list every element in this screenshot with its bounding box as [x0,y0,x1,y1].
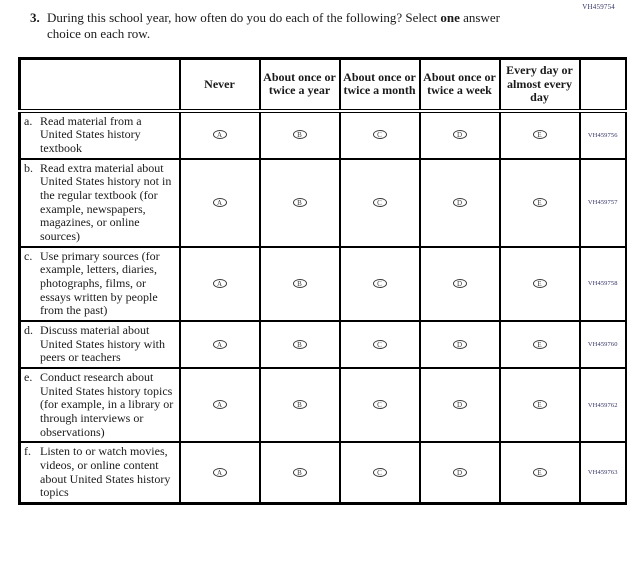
header-year: About once or twice a year [260,59,340,111]
question-text-bold: one [440,10,460,25]
option-cell [340,442,420,503]
option-cell [180,247,260,321]
option-cell [420,247,500,321]
option-cell [420,442,500,503]
option-cell [340,247,420,321]
table-row-d [20,321,627,368]
row-code: VH459763 [580,442,627,503]
row-code: VH459760 [580,321,627,368]
radio-d-daily[interactable] [533,340,547,349]
option-letter: D [456,198,463,207]
radio-e-never[interactable] [213,400,227,409]
option-cell [260,159,340,247]
radio-b-never[interactable] [213,198,227,207]
frequency-matrix-table [18,57,627,505]
option-cell [420,111,500,159]
option-letter: B [297,468,302,477]
option-cell [500,368,580,442]
option-cell [180,111,260,159]
row-letter: d. [24,323,33,338]
option-letter: E [537,468,542,477]
option-cell [260,368,340,442]
radio-e-week[interactable] [453,400,467,409]
option-letter: A [216,131,223,140]
question-text-part2: answer choice on each row. [47,10,500,42]
option-letter: E [537,198,542,207]
header-row [20,59,627,111]
option-cell [340,111,420,159]
radio-c-month[interactable] [373,279,387,288]
row-label-cell [20,442,180,503]
option-letter: B [297,198,302,207]
radio-b-week[interactable] [453,198,467,207]
radio-f-never[interactable] [213,468,227,477]
radio-c-year[interactable] [293,279,307,288]
option-letter: E [537,131,542,140]
radio-e-year[interactable] [293,400,307,409]
page-accession-code: VH459754 [582,3,615,11]
option-cell [420,321,500,368]
option-letter: B [297,401,302,410]
header-code-column [580,59,627,111]
radio-e-daily[interactable] [533,400,547,409]
option-cell [180,442,260,503]
option-letter: E [537,279,542,288]
option-cell [500,321,580,368]
radio-d-month[interactable] [373,340,387,349]
row-label-cell [20,368,180,442]
row-text: Read material from a United States history textbook [40,113,142,155]
radio-a-daily[interactable] [533,130,547,139]
option-cell [420,368,500,442]
option-letter: C [377,401,382,410]
option-letter: A [216,279,223,288]
option-cell [340,321,420,368]
option-letter: B [297,279,302,288]
radio-a-year[interactable] [293,130,307,139]
option-letter: D [456,131,463,140]
question-block [30,10,535,43]
row-code: VH459757 [580,159,627,247]
header-daily: Every day or almost every day [500,59,580,111]
option-cell [420,159,500,247]
row-label-cell [20,321,180,368]
option-letter: C [377,468,382,477]
radio-f-month[interactable] [373,468,387,477]
option-cell [340,159,420,247]
option-letter: C [377,131,382,140]
radio-b-month[interactable] [373,198,387,207]
radio-f-daily[interactable] [533,468,547,477]
radio-e-month[interactable] [373,400,387,409]
table-row-c [20,247,627,321]
option-cell [500,111,580,159]
row-code: VH459762 [580,368,627,442]
option-letter: A [216,401,223,410]
option-letter: C [377,198,382,207]
radio-c-daily[interactable] [533,279,547,288]
row-code: VH459758 [580,247,627,321]
radio-f-year[interactable] [293,468,307,477]
option-cell [500,247,580,321]
option-letter: D [456,401,463,410]
option-letter: A [216,340,223,349]
option-letter: D [456,340,463,349]
row-label-cell [20,247,180,321]
option-letter: C [377,279,382,288]
option-cell [180,159,260,247]
option-letter: A [216,468,223,477]
option-cell [340,368,420,442]
row-text: Discuss material about United States history with peers or teachers [40,323,165,365]
radio-f-week[interactable] [453,468,467,477]
row-letter: b. [24,160,33,175]
option-letter: B [297,340,302,349]
row-text: Conduct research about United States history topics (for example, in a library or through interviews or observations) [40,370,174,439]
radio-d-week[interactable] [453,340,467,349]
row-text: Use primary sources (for example, letters, diaries, photographs, films, or essays written by people from the past) [40,248,160,318]
row-text: Listen to or watch movies, videos, or online content about United States history topics [40,444,171,500]
radio-c-never[interactable] [213,279,227,288]
radio-a-never[interactable] [213,130,227,139]
option-cell [500,159,580,247]
row-letter: f. [24,444,31,459]
option-cell [180,321,260,368]
row-letter: c. [24,248,33,263]
header-month: About once or twice a month [340,59,420,111]
option-cell [500,442,580,503]
header-empty-corner [20,59,180,111]
option-cell [260,321,340,368]
row-label-cell [20,159,180,247]
row-code: VH459756 [580,111,627,159]
row-letter: e. [24,370,33,385]
option-cell [260,111,340,159]
row-letter: a. [24,113,33,128]
option-letter: E [537,401,542,410]
option-cell [260,442,340,503]
radio-a-month[interactable] [373,130,387,139]
option-letter: D [456,468,463,477]
question-text-part1: During this school year, how often do you do each of the following? Select [47,10,441,25]
radio-d-year[interactable] [293,340,307,349]
row-text: Read extra material about United States history not in the regular textbook (for example, newspapers, magazines, or online sources) [40,160,172,244]
option-cell [180,368,260,442]
table-row-b [20,159,627,247]
table-row-a [20,111,627,159]
table-row-e [20,368,627,442]
radio-a-week[interactable] [453,130,467,139]
radio-d-never[interactable] [213,340,227,349]
option-letter: C [377,340,382,349]
header-never: Never [180,59,260,111]
question-text [47,10,535,43]
option-letter: B [297,131,302,140]
radio-b-daily[interactable] [533,198,547,207]
radio-c-week[interactable] [453,279,467,288]
question-number: 3. [30,10,40,25]
row-label-cell [20,111,180,159]
option-letter: E [537,340,542,349]
option-letter: D [456,279,463,288]
header-week: About once or twice a week [420,59,500,111]
radio-b-year[interactable] [293,198,307,207]
option-cell [260,247,340,321]
table-row-f [20,442,627,503]
option-letter: A [216,198,223,207]
